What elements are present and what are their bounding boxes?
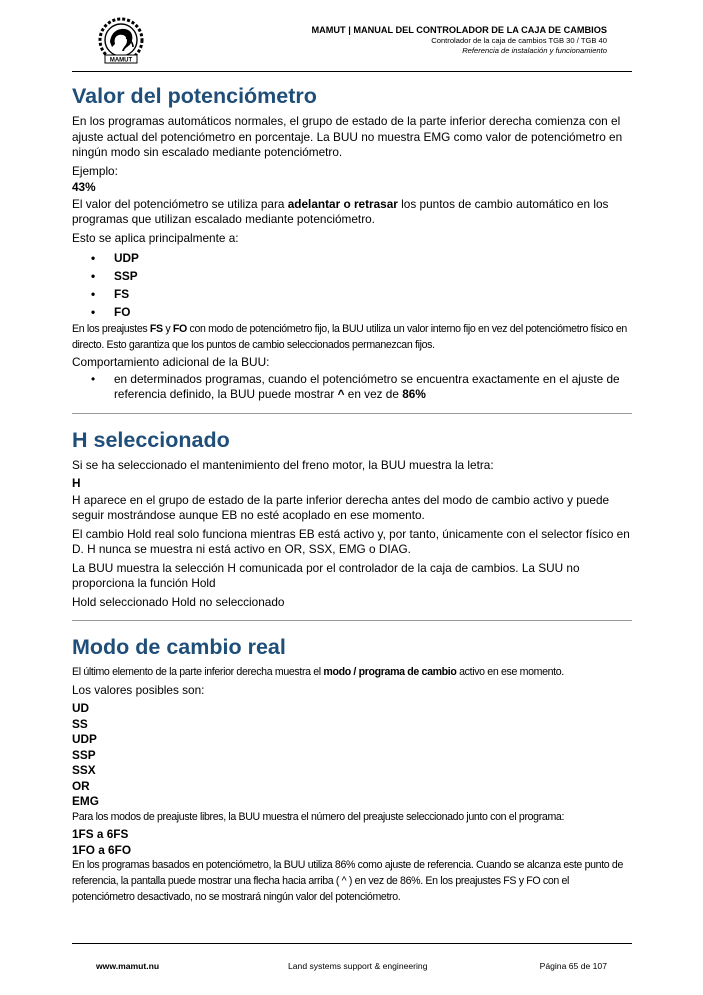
list-item: • en determinados programas, cuando el potenciómetro se encuentra exactamente en el ajuste de referencia definido, la BUU puede mostrar ^ en vez de 86% — [91, 371, 620, 402]
paragraph: Hold seleccionado Hold no seleccionado — [72, 594, 285, 609]
section-heading-shift-mode: Modo de cambio real — [72, 635, 286, 660]
paragraph: El valor del potenciómetro se utiliza para adelantar o retrasar los puntos de cambio automático en los programas que utilizan escalado mediante potenciómetro. — [72, 196, 609, 226]
page-number: Página 65 de 107 — [539, 961, 607, 971]
mode-value: UD — [72, 701, 90, 716]
list-item: • UDP — [91, 251, 139, 265]
footer-website-link[interactable]: www.mamut.nu — [96, 961, 160, 971]
paragraph: La BUU muestra la selección H comunicada por el controlador de la caja de cambios. La SUU no proporciona la función Hold — [72, 560, 580, 591]
list-item: • FO — [91, 305, 131, 319]
preset-value: 1FS a 6FS — [72, 827, 129, 842]
mode-value: SS — [72, 716, 88, 731]
svg-text:MAMUT: MAMUT — [109, 57, 133, 64]
header-subtitle-2: Referencia de instalación y funcionamiento — [462, 46, 607, 55]
page-content — [72, 82, 632, 907]
footer-center-text: Land systems support & engineering — [288, 961, 428, 971]
mode-value: SSX — [72, 763, 96, 778]
preset-value: 1FO a 6FO — [72, 842, 132, 857]
paragraph: H aparece en el grupo de estado de la parte inferior derecha antes del modo de cambio activo y puede seguir mostrándose aunque EB no esté acoplado en ese momento. — [72, 492, 610, 523]
section-heading-h-selected: H seleccionado — [72, 427, 230, 452]
paragraph: Los valores posibles son: — [72, 682, 205, 697]
paragraph: Para los modos de preajuste libres, la BUU muestra el número del preajuste seleccionado junto con el programa: — [72, 810, 565, 823]
mode-value: UDP — [72, 732, 97, 747]
paragraph: El cambio Hold real solo funciona mientras EB está activo y, por tanto, únicamente con el selector físico en D. H nunca se muestra ni está activo en OR, SSX, EMG o DIAG. — [72, 526, 630, 557]
paragraph: Comportamiento adicional de la BUU: — [72, 355, 270, 370]
header-title: MAMUT | MANUAL DEL CONTROLADOR DE LA CAJA DE CAMBIOS — [311, 25, 607, 35]
section-heading-potentiometer: Valor del potenciómetro — [72, 84, 317, 108]
list-item: • SSP — [91, 269, 138, 283]
example-value: 43% — [72, 180, 96, 194]
mode-values — [72, 701, 632, 810]
list-item: • FS — [91, 287, 130, 301]
preset-values — [72, 827, 632, 858]
letter-h: H — [72, 476, 81, 491]
paragraph: El último elemento de la parte inferior derecha muestra el modo / programa de cambio activo en ese momento. — [72, 666, 564, 679]
paragraph: En los programas basados en potenciómetro, la BUU utiliza 86% como ajuste de referencia. Cuando se alcanza este punto de referencia, la pantalla puede mostrar una flecha hacia arriba ( ^ ) en vez de 86%. En los preajustes FS y FO con el potenciómetro desactivado, no se mostrará ningún valor del potenciómetro. — [72, 859, 624, 903]
mode-value: OR — [72, 778, 90, 793]
program-list — [72, 249, 632, 321]
behaviour-list — [72, 372, 632, 403]
page-header — [72, 14, 632, 72]
paragraph: Si se ha seleccionado el mantenimiento del freno motor, la BUU muestra la letra: — [72, 457, 494, 472]
mamut-logo — [96, 16, 146, 66]
section-divider — [72, 620, 632, 621]
paragraph: Esto se aplica principalmente a: — [72, 230, 239, 245]
example-label: Ejemplo: — [72, 163, 118, 178]
section-divider — [72, 413, 632, 414]
mode-value: SSP — [72, 747, 96, 762]
paragraph: En los programas automáticos normales, el grupo de estado de la parte inferior derecha comienza con el ajuste actual del potenciómetro en porcentaje. La BUU no muestra EMG como valor de potenciómetro en ningún modo sin escalado mediante potenciómetro. — [72, 114, 623, 159]
mode-value: EMG — [72, 794, 99, 809]
paragraph: En los preajustes FS y FO con modo de potenciómetro fijo, la BUU utiliza un valor interno fijo en vez del potenciómetro físico en directo. Esto garantiza que los puntos de cambio seleccionados permanezcan fijos. — [72, 323, 627, 351]
header-subtitle: Controlador de la caja de cambios TGB 30 / TGB 40 — [431, 36, 607, 45]
page-footer — [72, 943, 632, 973]
